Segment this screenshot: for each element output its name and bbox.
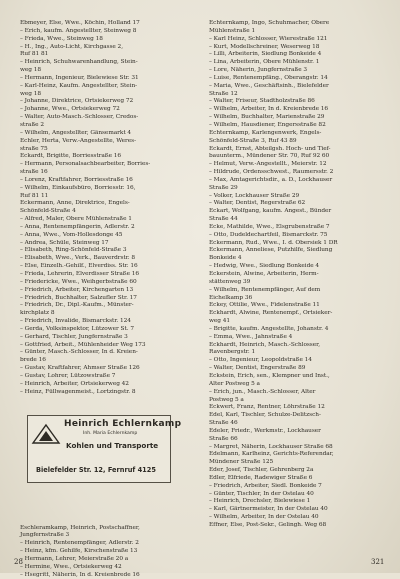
directory-entry: bauunterm., Mündener Str. 70, Ruf 92 60	[209, 153, 384, 161]
directory-entry: Eckardt, Ernst, Abteilgsh. Hoch- und Tief-	[209, 146, 384, 154]
directory-entry: Eckhardt, Alwine, Rentenempf., Ortsieker-	[209, 310, 384, 318]
directory-entry: – Walter, Auto-Masch.-Schlosser, Credos-	[20, 114, 202, 122]
directory-entry: – Walter, Friseur, Stadtholzstraße 86	[209, 98, 384, 106]
directory-entry: Eckermann, Anneliese, Putzhilfe, Siedlung	[209, 247, 384, 255]
directory-entry: – Hildrude, Ordensschwest., Raumersstr. 2	[209, 169, 384, 177]
directory-entry: Eichelkamp 36	[209, 295, 384, 303]
directory-entry: straße 75	[20, 146, 202, 154]
directory-entry: Ecke, Mathilde, Wwe., Elsgrubenstraße 7	[209, 224, 384, 232]
directory-entry: – Wilhelm, Arbeiter, In der Ostelau 40	[209, 514, 384, 522]
directory-entry: – Hermann, Personalsachbearbeiter, Borries-	[20, 161, 202, 169]
directory-entry: – Brigitte, kaufm. Angestellte, Johanstr. 4	[209, 326, 384, 334]
directory-entry: Eder, Josef, Tischler, Gehrenberg 2a	[209, 467, 384, 475]
directory-entry: – Erich, jun., Masch.-Schlosser, Alter	[209, 389, 384, 397]
directory-entry: Edel, Karl, Tischler, Schulze-Delitzsch-	[209, 412, 384, 420]
directory-entry: – Lina, Arbeiterin, Obere Mühlenstr. 1	[209, 59, 384, 67]
directory-entry: Edler, Elfriede, Radewiger Straße 6	[209, 475, 384, 483]
directory-entry: – Karl, Gärtnermeister, In der Ostelau 40	[209, 506, 384, 514]
directory-entry: straße 2	[20, 122, 202, 130]
directory-entry: Eckermann, Rud., Wwe., I. d. Obersiek 1 DR	[209, 240, 384, 248]
directory-entry: – Max, Amtagerichtsdir., a. D., Lockhauser	[209, 177, 384, 185]
directory-entry: – Friedrich, Arbeiter, Siedl. Bonkeide 7	[209, 483, 384, 491]
directory-entry: – Friedericke, Wwe., Weihgerbstraße 60	[20, 279, 202, 287]
directory-entry: Eckardt, Brigitte, Borriesstraße 16	[20, 153, 202, 161]
directory-entry: – Wilhelm, Rentenempfänger, Auf dem	[209, 287, 384, 295]
directory-entry: – Karl-Heinz, Kaufm. Angestellter, Stein-	[20, 83, 202, 91]
directory-entry: Eckerstein, Alwine, Arbeiterin, Herm-	[209, 271, 384, 279]
left-column	[20, 20, 202, 579]
directory-entry: – Luise, Rentenempfäng., Oberangstr. 14	[209, 75, 384, 83]
directory-entry: – Johanne, Wwe., Ortsiekerweg 72	[20, 106, 202, 114]
directory-entry: Eckart, Wolfgang, kaufm. Angest., Bünder	[209, 208, 384, 216]
directory-entry: – Gerda, Volksinspektor, Lützower St. 7	[20, 326, 202, 334]
directory-entry: – Friedrich, Dr., Dipl.-Kaufm., Münster-	[20, 302, 202, 310]
directory-entry: – Friedrich, Arbeiter, Kirchengarten 13	[20, 287, 202, 295]
directory-entry: – Heinrich, Arbeiter, Ortsiekerweg 42	[20, 381, 202, 389]
ad-owner: Inh. Maria Echlernkamp	[83, 431, 137, 436]
directory-entry: kirchplatz 8	[20, 310, 202, 318]
directory-entry: Eckermann, Anne, Direktrice, Engels-	[20, 200, 202, 208]
directory-entry: – Günter, Tischler, In der Ostelau 40	[209, 491, 384, 499]
directory-entry: Echler, Herta, Verw.-Angestellte, Weres-	[20, 138, 202, 146]
directory-entry: Effner, Else, Post-Sekr., Gelingh. Weg 68	[209, 522, 384, 530]
directory-entry: Ebmeyer, Else, Wwe., Köchin, Holland 17	[20, 20, 202, 28]
directory-entry: Echternkamp, Ingo, Schuhmacher, Obere	[209, 20, 384, 28]
directory-entry: Eckwert, Franz, Rentner, Löhrstraße 12	[209, 404, 384, 412]
directory-entry: – Lilli, Arbeiterin, Siedlung Bonkeide 4	[209, 51, 384, 59]
directory-entry: Schönfeld-Straße 3, Ruf 43 89	[209, 138, 384, 146]
directory-entry: – Frieda, Wwe., Steinweg 18	[20, 36, 202, 44]
directory-entry: Ruf 81 81	[20, 51, 202, 59]
directory-entry: Ravenbergstr. 1	[209, 349, 384, 357]
advertisement-box	[27, 415, 171, 483]
directory-entry: – Gustav, Kraftfahrer, Ahmser Straße 126	[20, 365, 202, 373]
directory-entry: Ruf 81 11	[20, 193, 202, 201]
directory-entry: – Heinrich, Drechsler, Bielewiese 1	[209, 498, 384, 506]
directory-entry: Straße 46	[209, 420, 384, 428]
directory-entry: – Karl Heinz, Schlosser, Wierestraße 121	[209, 36, 384, 44]
directory-entry: – Erich, kaufm. Angestellter, Steinweg 8	[20, 28, 202, 36]
directory-entry: – Gottfried, Arbeit., Mühlenheider Weg 173	[20, 342, 202, 350]
right-column-entries	[209, 20, 384, 530]
directory-entry: – Otto, Ingenieur, Leopoldstraße 14	[209, 357, 384, 365]
directory-entry: – H., Ing., Auto-Licht, Kirchgasse 2,	[20, 44, 202, 52]
directory-entry: – Alfred, Maler, Obere Mühlenstraße 1	[20, 216, 202, 224]
directory-entry: weg 41	[209, 318, 384, 326]
directory-entry: Eschleramkamp, Heinrich, Postschaffner,	[20, 525, 202, 533]
company-logo-icon	[32, 424, 60, 444]
right-column	[209, 20, 384, 530]
directory-entry: Eckey, Ottilie, Wwe., Fidelenstraße 11	[209, 302, 384, 310]
directory-entry: – Andrea, Schüle, Steinweg 17	[20, 240, 202, 248]
directory-entry: Bonkeide 4	[209, 255, 384, 263]
directory-entry: – Kurt, Modellschreiner, Weserweg 18	[209, 44, 384, 52]
directory-entry: Schönfeld-Straße 4	[20, 208, 202, 216]
directory-entry: – Wilhelm, Angestellter, Gänsemarkt 4	[20, 130, 202, 138]
directory-entry: stättenweg 39	[209, 279, 384, 287]
directory-entry: – Walter, Dentist, Engerstraße 89	[209, 365, 384, 373]
left-column-entries-top	[20, 20, 202, 397]
directory-entry: – Helmut, Verw.-Angestellt., Meierstr. 12	[209, 161, 384, 169]
directory-entry: Postweg 5 a	[209, 397, 384, 405]
directory-entry: – Hermann, Lehrer, Meierstraße 20 a	[20, 556, 202, 564]
directory-entry: – Emma, Wwe., Jahnstraße 4	[209, 334, 384, 342]
directory-entry: – Günter, Masch.-Schlosser, In d. Kreien-	[20, 349, 202, 357]
directory-entry: Straße 66	[209, 436, 384, 444]
directory-entry: – Elisabeth, Ring-Schönfeld-Straße 3	[20, 247, 202, 255]
directory-entry: straße 16	[20, 169, 202, 177]
directory-entry: Straße 44	[209, 216, 384, 224]
directory-entry: – Lorenz, Kraftfahrer, Borriesstraße 16	[20, 177, 202, 185]
directory-entry: weg 18	[20, 67, 202, 75]
directory-entry: – Wilhelm, Arbeiter, In d. Kreienbrede 16	[209, 106, 384, 114]
directory-entry: Edeler, Friedr., Werkmstr., Lockhauser	[209, 428, 384, 436]
ad-company-name: Heinrich Echlernkamp	[64, 419, 181, 429]
directory-entry: – Gerhard, Tischler, Jungfernstraße 3	[20, 334, 202, 342]
directory-entry: – Wilhelm, Einkaufsbüro, Borriesstr. 16,	[20, 185, 202, 193]
directory-entry: Straße 29	[209, 185, 384, 193]
directory-entry: – Anna, Wwe., Vom-Hollesdonge 45	[20, 232, 202, 240]
directory-entry: – Gustav, Lohrer, Lützowstraße 7	[20, 373, 202, 381]
directory-entry: – Maria, Wwe., Geschäftsinh., Bielefelder	[209, 83, 384, 91]
ad-business-type: Kohlen und Transporte	[66, 441, 158, 450]
directory-entry: – Frieda, Lehrerin, Elverdisser Straße 16	[20, 271, 202, 279]
directory-entry: – Elisabeth, Wwe., Verk., Bauverdrstr. 8	[20, 255, 202, 263]
directory-entry: Edelmann, Karlheinz, Gerichts-Referendar,	[209, 451, 384, 459]
directory-entry: – Hsegritt, Näherin, In d. Kreienbrede 16	[20, 572, 202, 579]
directory-entry: – Else, Einzelh.-Gehilf., Elverdiss. Str. 16	[20, 263, 202, 271]
directory-entry: – Volker, Lockhauser Straße 29	[209, 193, 384, 201]
directory-entry: – Heinz, kfm. Gehilfe, Kirschenstraße 13	[20, 548, 202, 556]
directory-entry: Straße 12	[209, 91, 384, 99]
directory-entry: Mühlenstraße 1	[209, 28, 384, 36]
directory-entry: Alter Postweg 5 a	[209, 381, 384, 389]
directory-entry: – Heinrich, Schuhwarenhandlung, Stein-	[20, 59, 202, 67]
directory-entry: Jungfernstraße 3	[20, 532, 202, 540]
directory-entry: – Friedrich, Buchhalter, Salzufler Str. 17	[20, 295, 202, 303]
directory-entry: – Friedrich, Invalide, Bismarckstr. 124	[20, 318, 202, 326]
directory-entry: weg 18	[20, 91, 202, 99]
directory-entry: Eckhardt, Heinrich, Masch.-Schlosser,	[209, 342, 384, 350]
directory-entry: – Lore, Näherin, Jungfernstraße 3	[209, 67, 384, 75]
left-column-entries-bottom	[20, 525, 202, 579]
directory-entry: – Johanne, Direktrice, Ortsiekerweg 72	[20, 98, 202, 106]
directory-entry: brede 16	[20, 357, 202, 365]
directory-entry: Echternkamp, Karlengenwerk, Engels-	[209, 130, 384, 138]
page-number-right: 321	[371, 558, 384, 566]
directory-entry: – Otto, Dudeldechartfeil, Bismarckstr. 75	[209, 232, 384, 240]
directory-entry: – Wilhelm, Hausdiener, Engersstraße 82	[209, 122, 384, 130]
ad-address: Bielefelder Str. 12, Fernruf 4125	[36, 466, 156, 474]
directory-entry: Mündener Straße 125	[209, 459, 384, 467]
directory-entry: – Walter, Dentist, Regerstraße 62	[209, 200, 384, 208]
directory-entry: – Hermann, Ingenieur, Bielewiese Str. 31	[20, 75, 202, 83]
directory-entry: – Hermine, Wwe., Ortsiekerweg 42	[20, 564, 202, 572]
page-number-left: 28	[14, 558, 23, 566]
directory-entry: Eckstein, Erich, sen., Klempner und Inst.,	[209, 373, 384, 381]
directory-entry: – Heinrich, Rentenempfänger, Adlerstr. 2	[20, 540, 202, 548]
directory-entry: – Heinz, Füllwagenmeist., Lortzingstr. 8	[20, 389, 202, 397]
directory-entry: – Margret, Näherin, Lockhauser Straße 68	[209, 444, 384, 452]
directory-entry: – Anna, Rentenempfängerin, Adlerstr. 2	[20, 224, 202, 232]
directory-entry: – Hedwig, Wwe., Siedlung Bonkeide 4	[209, 263, 384, 271]
directory-entry: – Wilhelm, Buchhalter, Marienstraße 29	[209, 114, 384, 122]
